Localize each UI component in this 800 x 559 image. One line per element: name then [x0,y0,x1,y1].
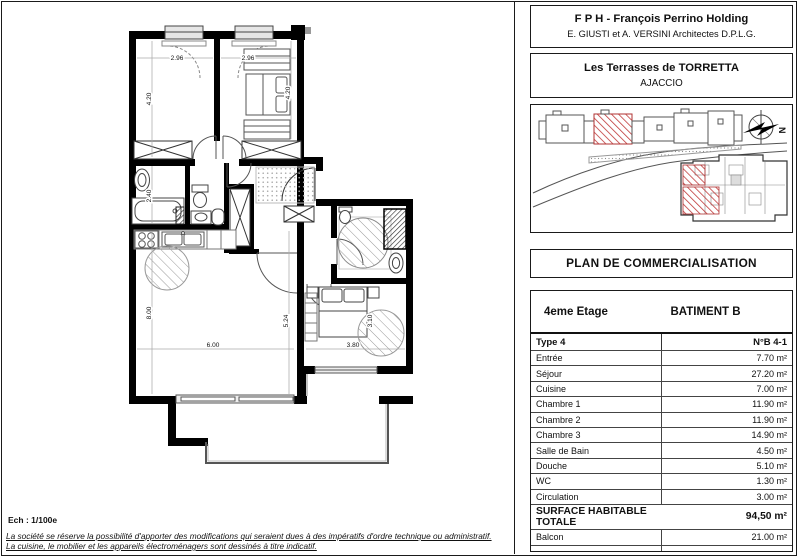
room-label: WC [531,474,662,488]
wardrobe-bedroom-1 [134,141,192,159]
shower [338,218,388,268]
balcony-row [531,529,792,545]
door-bathroom [227,163,251,187]
dimension-label: 3.80 [346,342,360,349]
room-area: 11.90 m² [752,399,787,410]
table-row [531,350,792,365]
table-type-row [531,332,792,350]
shower-room [338,207,406,273]
table-row [531,381,792,396]
wardrobe-bedroom-2 [242,141,301,159]
room-area: 3.00 m² [756,491,787,502]
disclaimer [6,532,511,552]
door-living-room [257,253,297,293]
water-heater [212,209,224,225]
kitchen-stove [135,231,158,248]
disclaimer-line-2: La cuisine, le mobilier et les appareils électroménagers sont dessinés à titre indicatif. [6,540,317,551]
room-label: Cuisine [531,382,662,396]
surface-table [530,290,793,552]
company-name: F P H - François Perrino Holding [574,13,749,25]
table-row [531,473,792,488]
room-area: 27.20 m² [751,368,787,379]
wc-toilet [192,185,208,192]
room-area: 7.70 m² [756,353,787,364]
room-label: Entrée [531,351,662,365]
room-area: 4.50 m² [756,445,787,456]
room-area: 14.90 m² [751,430,787,441]
bedroom-2-furniture [241,49,290,139]
shower-room-toilet [340,211,351,224]
table-row [531,412,792,427]
room-label: Douche [531,459,662,473]
scale-label: Ech : 1/100e [8,515,58,525]
dimension-label: 8.00 [146,306,153,320]
dining-table [145,246,189,290]
dimension-label: 5.24 [283,314,290,328]
table-row [531,489,792,504]
room-label: Chambre 2 [531,413,662,427]
dimension-label: 2.40 [146,189,153,203]
site-floor-key [681,155,787,221]
apartment-location-highlight [683,187,719,214]
window-living-room [176,395,294,403]
window-bedroom-3 [315,367,377,373]
title-block-project [530,53,793,98]
room-label: Chambre 3 [531,428,662,442]
room-area: 7.00 m² [756,383,787,394]
floor-plan [1,1,514,554]
door-bedroom-1 [193,136,216,159]
project-city: AJACCIO [640,78,683,89]
table-row [531,427,792,442]
project-name: Les Terrasses de TORRETTA [583,62,740,74]
plan-pane [1,1,515,554]
apartment-location-highlight [683,165,705,185]
bathroom-fixtures [132,169,184,224]
dimension-label: 6.00 [206,342,220,349]
room-area: 5.10 m² [756,460,787,471]
duct [176,207,184,224]
site-buildings [539,109,742,145]
kitchen-counter [134,230,236,249]
total-row [531,504,792,529]
balcony-label: Balcon [531,530,662,545]
room-area: 11.90 m² [752,414,787,425]
wc-fixtures [191,185,224,225]
window-bedroom-1 [162,26,206,78]
unit-number: N°B 4-1 [753,336,787,348]
dimension-label: 4.20 [285,86,292,100]
room-label: Séjour [531,366,662,380]
room-label: Salle de Bain [531,443,662,457]
balcony-area: 21.00 m² [751,532,787,543]
type-label: Type 4 [531,334,662,350]
empty-row [531,545,792,551]
floor-label: 4eme Etage [544,305,608,318]
wall-tick [305,27,311,34]
table-row [531,365,792,380]
dimension-label: 4.20 [146,92,153,106]
kitchen-sink [162,232,204,248]
north-arrow [743,110,787,144]
total-area: 94,50 m² [745,511,787,523]
wardrobe-entry [284,206,314,222]
room-label: Circulation [531,490,662,504]
dimension-label: 2.96 [241,55,255,62]
dimension-label: 3.10 [367,314,374,328]
table-row [531,442,792,457]
room-area: 1.30 m² [756,476,787,487]
site-building-highlight [594,114,632,144]
dimension-label: 2.96 [170,55,184,62]
site-plan-box [530,104,793,233]
north-label: N [777,127,787,134]
table-row [531,458,792,473]
plan-title-box [530,249,793,278]
radiator [384,209,406,249]
disclaimer-line-1: La société se réserve la possibilité d'apporter des modifications qui seraient dues à des impératifs d'ordre technique ou administratif. [6,531,492,541]
title-block-company [530,5,793,48]
entrance-mat [256,167,314,203]
architects-name: E. GIUSTI et A. VERSINI Architectes D.P.L.G. [567,29,756,39]
total-label: SURFACE HABITABLE TOTALE [536,505,647,528]
building-label: BATIMENT B [670,305,741,318]
table-row [531,396,792,411]
table-header-row [531,291,792,332]
site-plan [531,105,791,231]
plan-title: PLAN DE COMMERCIALISATION [566,256,757,270]
room-label: Chambre 1 [531,397,662,411]
